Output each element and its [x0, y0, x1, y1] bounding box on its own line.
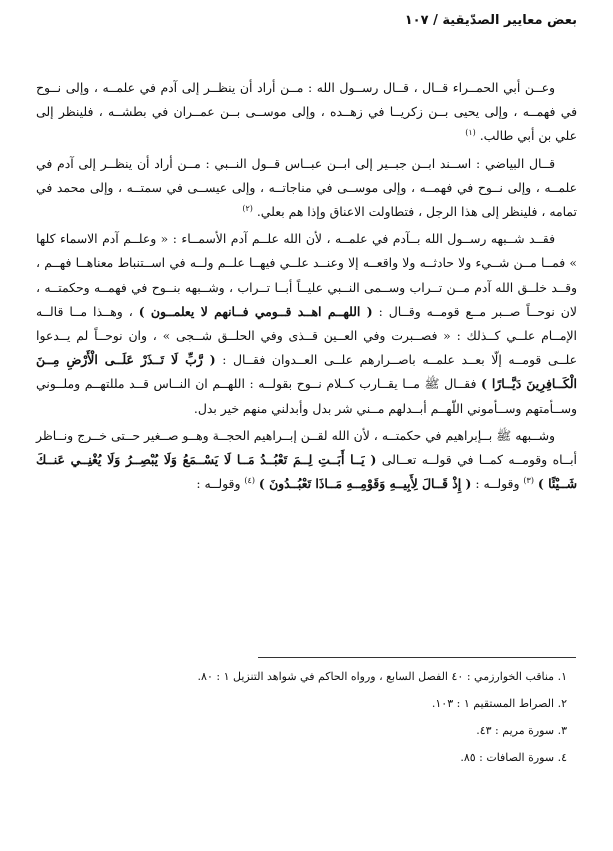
- paragraph-text: وعــن أبي الحمــراء قــال ، قــال رســول الله : مــن أراد أن ينظــر إلى آدم في علمــه ، وإلى نــوح في فهمــه ، وإلى يحيى بــن زكريــا في زهــده ، وإلى موســى بــن عمــران في بطشــه ، فلينظر إلى علي بن أبي طالب.: [36, 80, 577, 144]
- main-text: [36, 76, 577, 499]
- footnotes: [36, 663, 577, 771]
- paragraph-text: وشــبهه ﷺ بــإبراهيم في حكمتــه ، لأن الله لقــن إبــراهيم الحجــة وهــو صــغير حــتى خــرج ونــاظر أبــاه وقومــه كمــا في قولــه تعــالى: [36, 427, 577, 468]
- paragraph: [36, 152, 577, 225]
- quran-verse: ( رَّبِّ لَا تَــذَرْ عَلَــى الْأَرْضِ مِــنَ الْكَــافِرِينَ دَيَّــارًا ): [36, 352, 577, 392]
- footnote: ٣. سورة مريم : ٤٣.: [476, 724, 567, 737]
- prayer-quote: ( اللهــم اهــد قــومي فــانهم لا يعلمــون ): [138, 303, 373, 319]
- paragraph-text: قــال البياضي : اســند ابــن جبــير إلى ابــن عبــاس قــول النــبي : مــن أراد أن ينظــر إلى آدم في علمــه ، وإلى نــوح في فهمــه ، وإلى موســى في مناجاتــه ، وإلى عيســى في سمتــه ، وإلى محمد في تمامه ، فلينظر إلى هذا الرجل ، فتطاولت الاعناق وإذا هم بعلي.: [36, 155, 577, 220]
- footnote-ref: (١): [465, 128, 476, 138]
- footnote-ref: (٢): [242, 203, 253, 213]
- paragraph-text: وقولــه :: [196, 476, 241, 492]
- footnote-divider: [258, 657, 576, 658]
- quran-verse: ( إِذْ قَــالَ لِأَبِيــهِ وَقَوْمِــهِ مَــاذَا تَعْبُــدُونَ ): [258, 476, 472, 492]
- quran-verse: ( يَــا أَبَــتِ لِــمَ تَعْبُــدُ مَــا لَا يَسْــمَعُ وَلَا يُبْصِــرُ وَلَا يُغْنِــي عَنــكَ شَــيْئًا ): [36, 452, 577, 492]
- footnote: ٤. سورة الصافات : ٨٥.: [460, 751, 567, 764]
- paragraph-text: فقــد شــبهه رســول الله بــآدم في علمــه ، لأن الله علــم آدم الأسمــاء : « وعلــم آدم الاسماء كلها » فمــا مــن شــيء ولا حادثــه ولا واقعــه إلا وعنــد علــي فيهــا علــم ولــه في اســتنباط معناهــا فهــم ، وقــد خلــق الله آدم مــن تــراب وســمى النــبي عليــاً أبــا تــراب ، وشــبهه بنــوح في فهمــه وحكمتــه ، لان نوحــاً صــبر مــع قومــه وقــال :: [36, 231, 577, 319]
- paragraph-text: فقــال ﷺ مــا يقــارب كــلام نــوح بقولــه : اللهــم ان النــاس قــد مللتهــم وملــوني وســأمتهم وســأموني اللّهــم أبــدلهم مــني شر بدل وأبدلني منهم خير بدل.: [36, 376, 577, 416]
- paragraph: [36, 76, 577, 149]
- paragraph: [36, 424, 577, 497]
- footnote-ref: (٤): [244, 476, 255, 486]
- footnote: ٢. الصراط المستقيم ١ : ١٠٣.: [431, 697, 567, 710]
- paragraph-text: وقولــه :: [475, 476, 520, 492]
- paragraph-text: ، وهــذا مــا قالــه الإمــام علــي كــذلك : « فصــبرت وفي العــين قــذى وفي الحلــق شــجى » ، وان نوحــاً لم يــدعوا علــى قومــه إلّا بعــد علمــه باصــرارهم علــى العــدوان فقــال :: [36, 303, 577, 368]
- paragraph: [36, 227, 577, 421]
- footnote: ١. مناقب الخوارزمي : ٤٠ الفصل السابع ، ورواه الحاكم في شواهد التنزيل ١ : ٨٠.: [197, 670, 567, 683]
- running-header: بعض معايير الصدّيقية / ١٠٧: [404, 13, 577, 28]
- footnote-ref: (٣): [523, 476, 534, 486]
